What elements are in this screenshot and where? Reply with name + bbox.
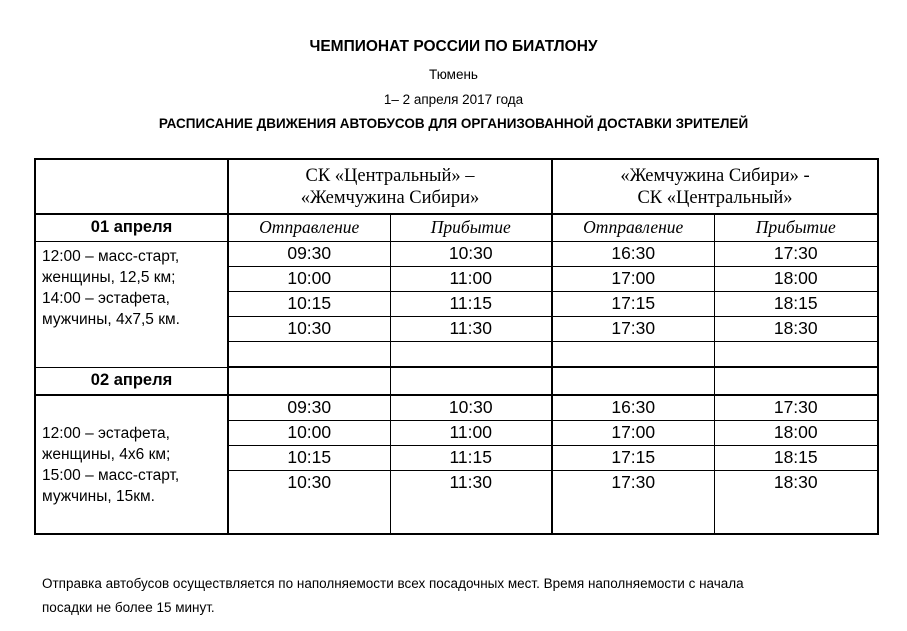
day2-event-line: 15:00 – масс-старт, <box>42 466 180 484</box>
time-cell: 18:30 <box>714 316 878 341</box>
time-cell: 11:30 <box>390 470 552 495</box>
subheader-arrival-2: Прибытие <box>714 214 878 241</box>
time-cell: 11:15 <box>390 291 552 316</box>
day2-event-line: 12:00 – эстафета, <box>42 424 170 442</box>
time-cell: 16:30 <box>552 395 714 420</box>
empty-cell <box>552 495 714 534</box>
direction-2-line2: СК «Центральный» <box>637 187 793 208</box>
subheader-departure-2: Отправление <box>552 214 714 241</box>
time-cell: 18:15 <box>714 291 878 316</box>
day1-event-line: мужчины, 4х7,5 км. <box>42 310 180 328</box>
direction-1-line1: СК «Центральный» – <box>305 165 475 186</box>
empty-cell <box>228 367 390 395</box>
direction-2-line1: «Жемчужина Сибири» - <box>620 165 810 186</box>
time-cell: 11:00 <box>390 266 552 291</box>
time-cell: 10:15 <box>228 291 390 316</box>
empty-cell <box>228 495 390 534</box>
empty-cell <box>552 341 714 367</box>
time-cell: 09:30 <box>228 241 390 266</box>
time-cell: 11:30 <box>390 316 552 341</box>
time-cell: 17:30 <box>714 395 878 420</box>
direction-1-line2: «Жемчужина Сибири» <box>300 187 480 208</box>
day1-event-line: 14:00 – эстафета, <box>42 289 170 307</box>
event-dates: 1– 2 апреля 2017 года <box>383 92 524 107</box>
empty-cell <box>714 341 878 367</box>
time-cell: 17:30 <box>552 316 714 341</box>
schedule-subtitle: РАСПИСАНИЕ ДВИЖЕНИЯ АВТОБУСОВ ДЛЯ ОРГАНИЗОВАННОЙ ДОСТАВКИ ЗРИТЕЛЕЙ <box>158 116 749 131</box>
day-label-1: 01 апреля <box>35 214 228 241</box>
direction-header-1 <box>228 159 552 214</box>
time-cell: 10:00 <box>228 420 390 445</box>
time-cell: 10:30 <box>228 470 390 495</box>
day-label-2: 02 апреля <box>35 367 228 395</box>
time-cell: 16:30 <box>552 241 714 266</box>
time-cell: 17:30 <box>714 241 878 266</box>
document-title: ЧЕМПИОНАТ РОССИИ ПО БИАТЛОНУ <box>309 38 598 55</box>
city-name: Тюмень <box>429 67 478 82</box>
day2-event-line: женщины, 4х6 км; <box>42 445 171 463</box>
time-cell: 11:15 <box>390 445 552 470</box>
empty-cell <box>714 495 878 534</box>
time-cell: 17:00 <box>552 420 714 445</box>
bus-schedule-table <box>34 158 879 535</box>
time-cell: 18:00 <box>714 266 878 291</box>
time-cell: 17:15 <box>552 291 714 316</box>
time-cell: 10:30 <box>390 241 552 266</box>
footer-note <box>42 572 872 620</box>
day2-event-line: мужчины, 15км. <box>42 487 155 505</box>
time-cell: 10:15 <box>228 445 390 470</box>
time-cell: 10:30 <box>228 316 390 341</box>
subheader-departure-1: Отправление <box>228 214 390 241</box>
empty-cell <box>390 495 552 534</box>
time-cell: 10:00 <box>228 266 390 291</box>
corner-cell <box>35 159 228 214</box>
empty-cell <box>390 341 552 367</box>
time-cell: 17:30 <box>552 470 714 495</box>
empty-cell <box>552 367 714 395</box>
time-cell: 10:30 <box>390 395 552 420</box>
direction-header-2 <box>552 159 878 214</box>
empty-cell <box>714 367 878 395</box>
footer-note-line2: посадки не более 15 минут. <box>42 600 215 615</box>
time-cell: 18:15 <box>714 445 878 470</box>
time-cell: 17:15 <box>552 445 714 470</box>
day1-event-line: 12:00 – масс-старт, <box>42 247 180 265</box>
time-cell: 17:00 <box>552 266 714 291</box>
time-cell: 11:00 <box>390 420 552 445</box>
footer-note-line1: Отправка автобусов осуществляется по наполняемости всех посадочных мест. Время наполняемости с начала <box>42 576 744 591</box>
day2-events-cell <box>35 395 228 534</box>
time-cell: 09:30 <box>228 395 390 420</box>
empty-cell <box>390 367 552 395</box>
day1-event-line: женщины, 12,5 км; <box>42 268 176 286</box>
empty-cell <box>228 341 390 367</box>
day1-events-cell <box>35 241 228 367</box>
subheader-arrival-1: Прибытие <box>390 214 552 241</box>
time-cell: 18:00 <box>714 420 878 445</box>
time-cell: 18:30 <box>714 470 878 495</box>
